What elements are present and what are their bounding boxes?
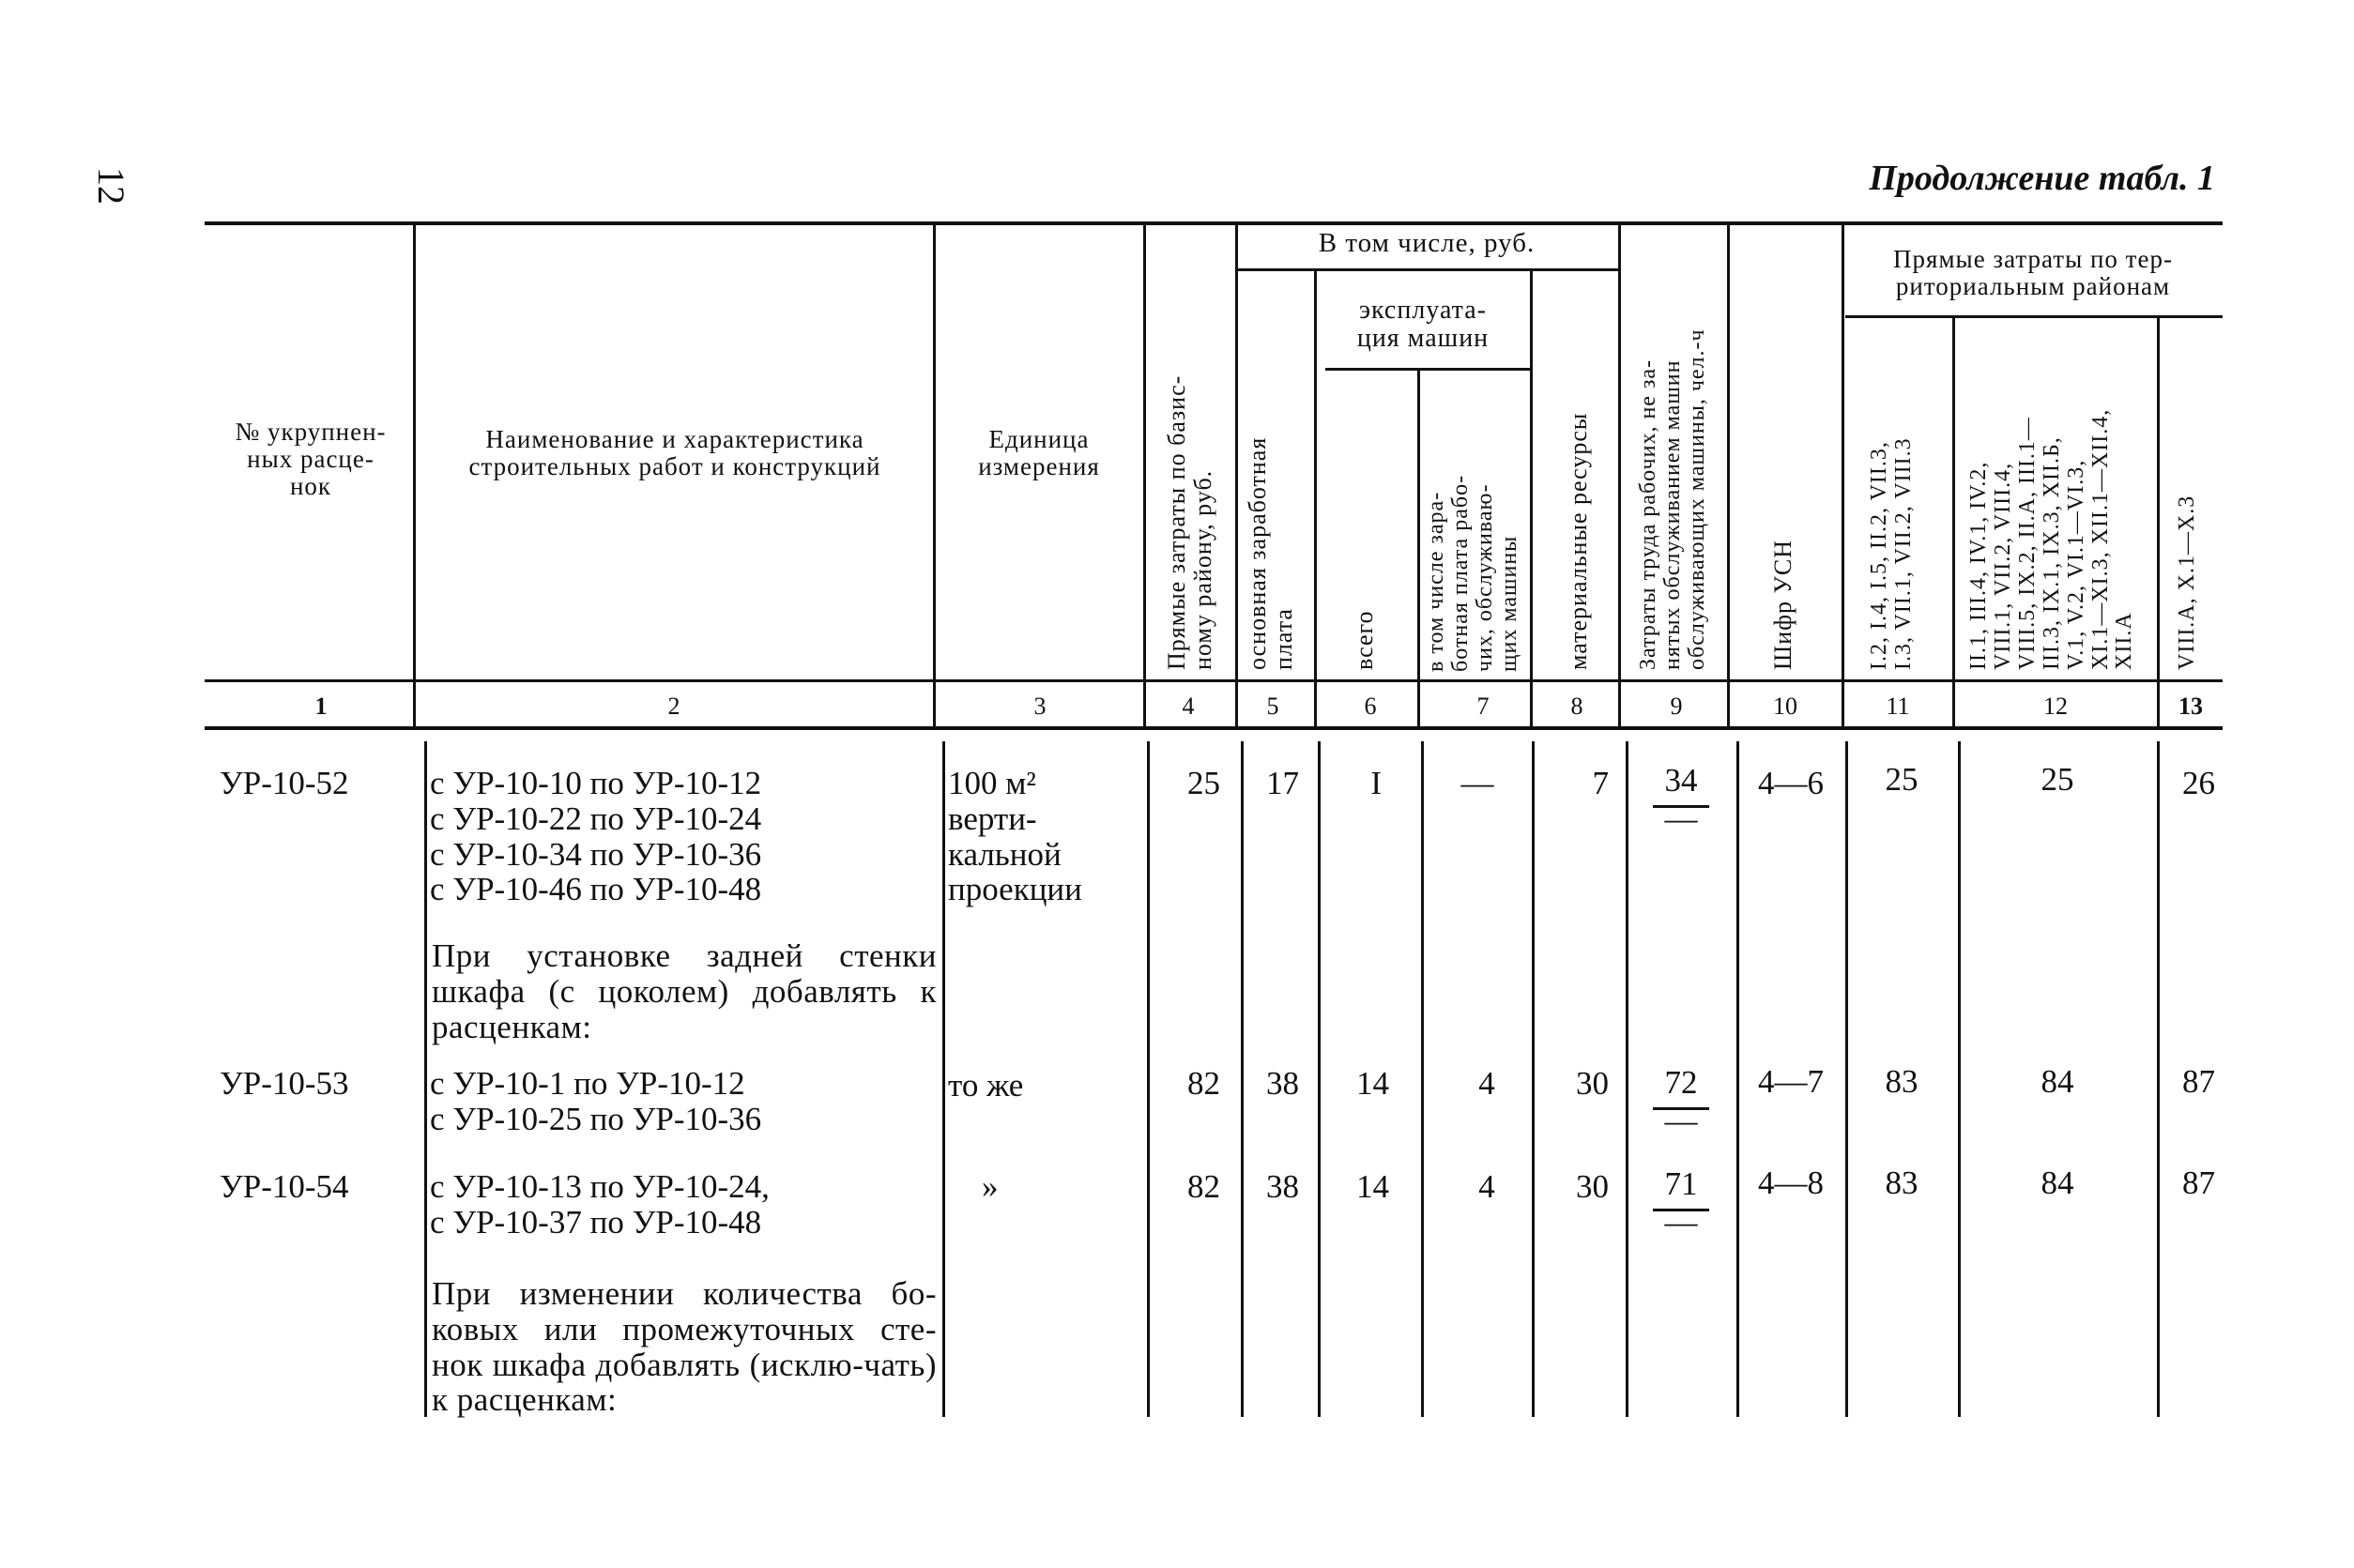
cell-c12: 84 [2041,1063,2074,1100]
column-number: 1 [314,693,328,720]
header-col4: Прямые затраты по базис- ному району, руб. [1163,374,1217,670]
column-number: 5 [1266,693,1279,720]
header-col7: в том числе зара- ботная плата рабо- чих, обслуживаю- щих машины [1424,474,1521,672]
row-name: с УР-10-1 по УР-10-12 с УР-10-25 по УР-10-36 [430,1065,762,1137]
header-group-machines: эксплуата- ция машин [1356,296,1490,354]
cell-c6: I [1370,765,1382,801]
header-col1: № укрупнен- ных расце- нок [235,418,387,501]
rule-header-bottom [205,679,2223,682]
column-number: 11 [1886,693,1910,720]
cell-c12: 84 [2041,1165,2074,1201]
table-caption: Продолжение табл. 1 [1869,159,2215,198]
header-col6: всего [1351,610,1378,670]
row-code: УР-10-53 [220,1065,349,1102]
table-top-rule [205,221,2223,225]
rule-incl-group [1235,268,1618,271]
cell-c13: 87 [2182,1063,2215,1100]
row-unit: 100 м² верти- кальной проекции [948,765,1082,908]
cell-c7: 4 [1478,1065,1495,1102]
column-number: 3 [1033,693,1047,720]
header-col13: VIII.A, X.1—X.3 [2175,495,2199,670]
cell-c8: 7 [1592,765,1609,801]
cell-c10: 4—7 [1758,1063,1824,1100]
row-code: УР-10-52 [220,765,349,801]
cell-c6: 14 [1356,1065,1389,1102]
cell-c9-fraction: 72 — [1639,1064,1723,1140]
cell-c5: 17 [1266,765,1299,801]
header-col9: Затраты труда рабочих, не за- нятых обслуживанием машин обслуживающих машины, чел.-ч [1636,328,1709,670]
header-col10: Шифр УСН [1769,539,1796,670]
rule-terr-group [1845,315,2223,318]
header-col11: I.2, I.4, I.5, II.2, VII.3, I.3, VII.1, VII.2, VIII.3 [1867,437,1916,670]
cell-c9-fraction: 71 — [1639,1165,1723,1241]
header-col12: II.1, III.4, IV.1, IV.2, VIII.1, VII.2, VIII.4, VIII.5, IX.2, II.A, III.1— III.3, IX.1, IX.3, XII.Б, V.1, V.2, VI.1—VI.3, XI.1—XI.3, XII.1—XII.4, XII.A [1966,408,2137,670]
cell-c10: 4—8 [1758,1165,1824,1201]
note-back-wall: При установке задней стенки шкафа (с цоколем) добавлять к расценкам: [432,937,937,1045]
header-group-incl: В том числе, руб. [1318,228,1536,258]
header-col3: Единица измерения [978,425,1100,481]
cell-c13: 87 [2182,1165,2215,1201]
cell-c4: 25 [1187,765,1220,801]
cell-c9-fraction: 34 — [1639,762,1723,838]
row-unit: то же [948,1067,1024,1104]
header-group-territorial: Прямые затраты по тер- риториальным районам [1893,245,2173,301]
cell-c13: 26 [2182,765,2215,801]
header-col5: основная заработная плата [1244,436,1298,670]
cell-c12: 25 [2041,761,2074,798]
cell-c6: 14 [1356,1168,1389,1205]
page-number: 12 [90,167,132,205]
rule-machine-group [1325,368,1530,371]
column-number: 9 [1670,693,1683,720]
cell-c5: 38 [1266,1065,1299,1102]
row-name: с УР-10-13 по УР-10-24, с УР-10-37 по УР-10-48 [430,1168,770,1241]
column-number: 6 [1364,693,1377,720]
cell-c11: 83 [1885,1165,1918,1201]
column-number: 12 [2043,693,2068,720]
cell-c7: — [1460,765,1494,801]
header-col8: материальные ресурсы [1565,412,1592,670]
cell-c8: 30 [1576,1065,1609,1102]
column-number: 13 [2178,693,2203,720]
rule-numbers-bottom [205,726,2223,730]
cell-c7: 4 [1478,1168,1495,1205]
cell-c4: 82 [1187,1168,1220,1205]
row-name: с УР-10-10 по УР-10-12 с УР-10-22 по УР-10-24 с УР-10-34 по УР-10-36 с УР-10-46 по УР-10-48 [430,765,762,908]
column-number: 8 [1570,693,1583,720]
cell-c8: 30 [1576,1168,1609,1205]
column-number: 4 [1182,693,1195,720]
column-number: 2 [667,693,680,720]
row-code: УР-10-54 [220,1168,349,1205]
cell-c10: 4—6 [1758,765,1824,801]
column-number: 10 [1773,693,1797,720]
note-side-walls: При изменении количества бо-ковых или промежуточных сте-нок шкафа добавлять (исклю-чать) к расценкам: [432,1275,937,1419]
header-col2: Наименование и характеристика строительных работ и конструкций [468,425,881,481]
cell-c11: 25 [1885,761,1918,798]
row-unit: » [982,1168,999,1205]
cell-c4: 82 [1187,1065,1220,1102]
cell-c5: 38 [1266,1168,1299,1205]
column-number: 7 [1476,693,1490,720]
cell-c11: 83 [1885,1063,1918,1100]
